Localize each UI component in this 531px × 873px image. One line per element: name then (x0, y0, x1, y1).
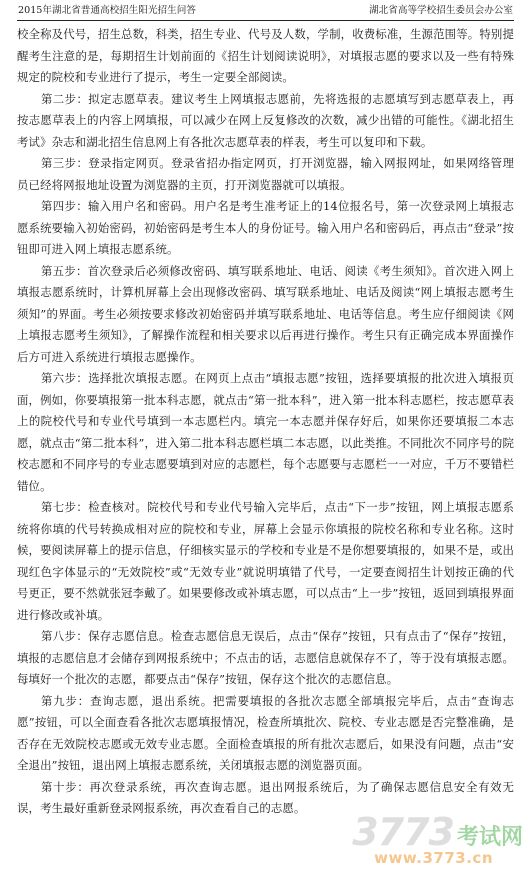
header-organization: 湖北省高等学校招生委员会办公室 (369, 5, 513, 16)
watermark-name: 考试网 (456, 825, 523, 850)
watermark-domain: www.3773.cn (374, 849, 493, 867)
page-header (17, 4, 514, 21)
paragraph-8: 第八步：保存志愿信息。检查志愿信息无误后，点击“保存”按钮，只有点击了“保存”按钮，填报的志愿信息才会储存到网报系统中；不点击的话，志愿信息就保存不了，等于没有填报志愿。每填好一个批次的志愿，都要点击“保存”按钮，保存这个批次的志愿信息。 (17, 629, 514, 686)
paragraph-9: 第九步：查询志愿，退出系统。把需要填报的各批次志愿全部填报完毕后，点击“查询志愿”按钮，可以全面查看各批次志愿填报情况，检查所填批次、院校、专业志愿是否完整准确，是否存在无效院校志愿或无效专业志愿。全面检查填报的所有批次志愿后，如果没有问题，点击“安全退出”按钮，退出网上填报志愿系统，关闭填报志愿的浏览器页面。 (17, 693, 514, 772)
header-title: 2015年湖北省普通高校招生阳光招生问答 (18, 5, 196, 16)
paragraph-1: 校全称及代号，招生总数，科类，招生专业、代号及人数，学制，收费标准，生源范围等。特别提醒考生注意的是，每期招生计划前面的《招生计划阅读说明》，对填报志愿的要求以及一些有特殊规定的院校和专业进行了提示，考生一定要全部阅读。 (17, 27, 514, 84)
paragraph-10: 第十步：再次登录系统，再次查询志愿。退出网报系统后，为了确保志愿信息安全有效无误，考生最好重新登录网报系统，再次查看自己的志愿。 (17, 779, 514, 815)
document-body (17, 24, 514, 820)
paragraph-4: 第四步：输入用户名和密码。用户名是考生准考证上的14位报名号，第一次登录网上填报志愿系统要输入初始密码，初始密码是考生本人的身份证号。输入用户名和密码后，再点击“登录”按钮即可进入网上填报志愿系统。 (17, 199, 514, 256)
paragraph-5: 第五步：首次登录后必须修改密码、填写联系地址、电话、阅读《考生须知》。首次进入网上填报志愿系统时，计算机屏幕上会出现修改密码、填写联系地址、电话及阅读“网上填报志愿考生须知”的界面。考生必须按要求修改初始密码并填写联系地址、电话等信息。考生应仔细阅读《网上填报志愿考生须知》，了解操作流程和相关要求以后再进行操作。考生只有正确完成本界面操作后方可进入系统进行填报志愿操作。 (17, 263, 514, 364)
paragraph-7: 第七步：检查核对。院校代号和专业代号输入完毕后，点击“下一步”按钮，网上填报志愿系统将你填的代号转换成相对应的院校和专业，屏幕上会显示你填报的院校名称和专业名称。这时候，要阅读屏幕上的提示信息，仔细核实显示的学校和专业是不是你想要填报的，如果不是，或出现红色字体显示的“无效院校”或“无效专业”就说明填错了代号，一定要查阅招生计划按正确的代号更正，要不然就张冠李戴了。如果要修改或补填志愿，可以点击“上一步”按钮，返回到填报界面进行修改或补填。 (17, 500, 514, 622)
paragraph-2: 第二步：拟定志愿草表。建议考生上网填报志愿前，先将选报的志愿填写到志愿草表上，再按志愿草表上的内容上网填报，可以减少在网上反复修改的次数，减少出错的可能性。《湖北招生考试》杂志和湖北招生信息网上有各批次志愿草表的样表，考生可以复印和下载。 (17, 91, 514, 149)
watermark-number: 3773 (352, 810, 454, 854)
paragraph-3: 第三步：登录指定网页。登录省招办指定网页，打开浏览器，输入网报网址，如果网络管理员已经将网报地址设置为浏览器的主页，打开浏览器就可以填报。 (17, 156, 514, 192)
paragraph-6: 第六步：选择批次填报志愿。在网页上点击“填报志愿”按钮，选择要填报的批次进入填报页面，例如，你要填报第一批本科志愿，就点击“第一批本科”，进入第一批本科志愿栏，按志愿草表上的院校代号和专业代号填到一本志愿栏内。填完一本志愿并保存好后，如果你还要填报二本志愿，就点击“第二批本科”，进入第二批本科志愿栏填二本志愿，以此类推。不同批次不同序号的院校志愿和不同序号的专业志愿要填到对应的志愿栏，每个志愿要与志愿栏一一对应，千万不要错栏错位。 (17, 371, 514, 493)
